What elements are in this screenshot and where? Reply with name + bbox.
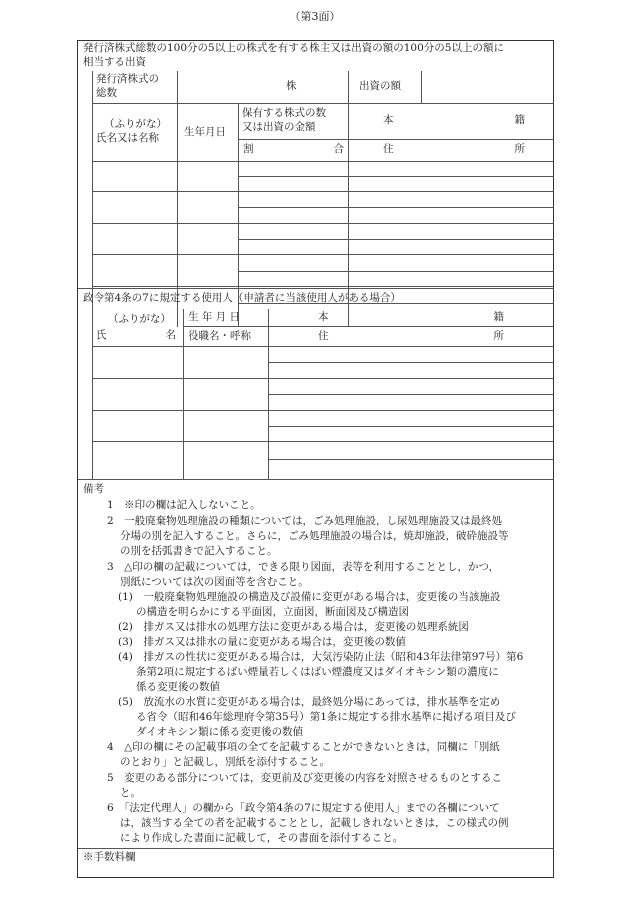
total-shares-label: 発行済株式の	[96, 73, 159, 85]
emp-furigana-label: （ふりがな）	[108, 313, 171, 325]
notes-heading: 備考	[83, 483, 104, 495]
note-line: の構造を明らかにする平面図，立面図，断面図及び構造図	[136, 606, 409, 618]
note-line: 条第2項に規定するばい煙量若しくはばい煙濃度又はダイオキシン類の濃度に	[136, 666, 499, 678]
note-line: は，該当する全ての者を記載することとし，記載しきれないときは，この様式の例	[120, 817, 509, 829]
note-line: 6 「法定代理人」の欄から「政令第4条の7に規定する使用人」までの各欄について	[107, 802, 500, 814]
note-line: 2 一般廃棄物処理施設の種類については，ごみ処理施設，し尿処理施設又は最終処	[107, 515, 502, 527]
page-number-label: （第3面）	[289, 10, 341, 23]
note-line: (1) 一般廃棄物処理施設の構造及び設備に変更がある場合は，変更後の当該施設	[118, 591, 501, 603]
note-line: 4 △印の欄にその記載事項の全てを記載することができないときは，同欄に「別紙	[107, 741, 500, 753]
note-line: により作成した書面に記載して，その書面を添付すること。	[120, 832, 404, 844]
capital-amount-label: 出資の額	[359, 80, 401, 92]
shareholders-heading: 発行済株式総数の100分の5以上の株式を有する株主又は出資の額の100分の5以上の額に	[83, 42, 504, 54]
dob-label: 生年月日	[184, 126, 226, 138]
address-label: 住 所	[383, 143, 525, 155]
name-label: 氏名又は名称	[96, 132, 159, 144]
emp-domicile-label: 本 籍	[318, 311, 504, 323]
note-line: (4) 排ガスの性状に変更がある場合は，大気汚染防止法（昭和43年法律第97号）第6	[118, 651, 524, 663]
note-line: (2) 排ガス又は排水の処理方法に変更がある場合は，変更後の処理系統図	[118, 621, 469, 633]
holding-label: 保有する株式の数	[242, 107, 326, 119]
domicile-label: 本 籍	[383, 114, 525, 126]
emp-title-label: 役職名・呼称	[188, 330, 251, 342]
furigana-label: （ふりがな）	[104, 118, 167, 130]
shares-unit-label: 株	[286, 80, 297, 92]
note-line: (3) 排ガス又は排水の量に変更がある場合は，変更後の数値	[118, 636, 406, 648]
holding-label-cont: 又は出資の金額	[242, 121, 316, 133]
note-line: 5 変更のある部分については，変更前及び変更後の内容を対照させるものとするこ	[107, 772, 502, 784]
note-line: ダイオキシン類に係る変更後の数値	[136, 726, 304, 738]
note-line: の別を括弧書きで記入すること。	[120, 545, 278, 557]
note-line: 1 ※印の欄は記入しないこと。	[107, 499, 261, 511]
note-line: と。	[120, 787, 141, 799]
note-line: 分場の別を記入すること。さらに，ごみ処理施設の場合は，焼却施設，破砕施設等	[120, 530, 509, 542]
ratio-label: 割 合	[243, 143, 344, 155]
form-page-3	[77, 40, 554, 878]
emp-name-label: 氏 名	[96, 329, 176, 341]
total-shares-label-cont: 総数	[96, 87, 117, 99]
emp-address-label: 住 所	[318, 330, 504, 342]
emp-dob-label: 生 年 月 日	[188, 311, 241, 323]
employees-heading: 政令第4条の7に規定する使用人（申請者に当該使用人がある場合）	[83, 292, 401, 304]
fee-label: ※手数料欄	[83, 851, 136, 863]
note-line: る省令（昭和46年総理府令第35号）第1条に規定する排水基準に掲げる項目及び	[136, 711, 516, 723]
note-line: (5) 放流水の水質に変更がある場合は，最終処分場にあっては，排水基準を定め	[118, 696, 501, 708]
note-line: 3 △印の欄の記載については，できる限り図面，表等を利用することとし，かつ，	[107, 561, 500, 573]
note-line: 係る変更後の数値	[136, 681, 220, 693]
note-line: のとおり」と記載し，別紙を添付すること。	[120, 756, 330, 768]
shareholders-heading-cont: 相当する出資	[83, 56, 146, 68]
note-line: 別紙については次の図面等を含むこと。	[120, 576, 309, 588]
